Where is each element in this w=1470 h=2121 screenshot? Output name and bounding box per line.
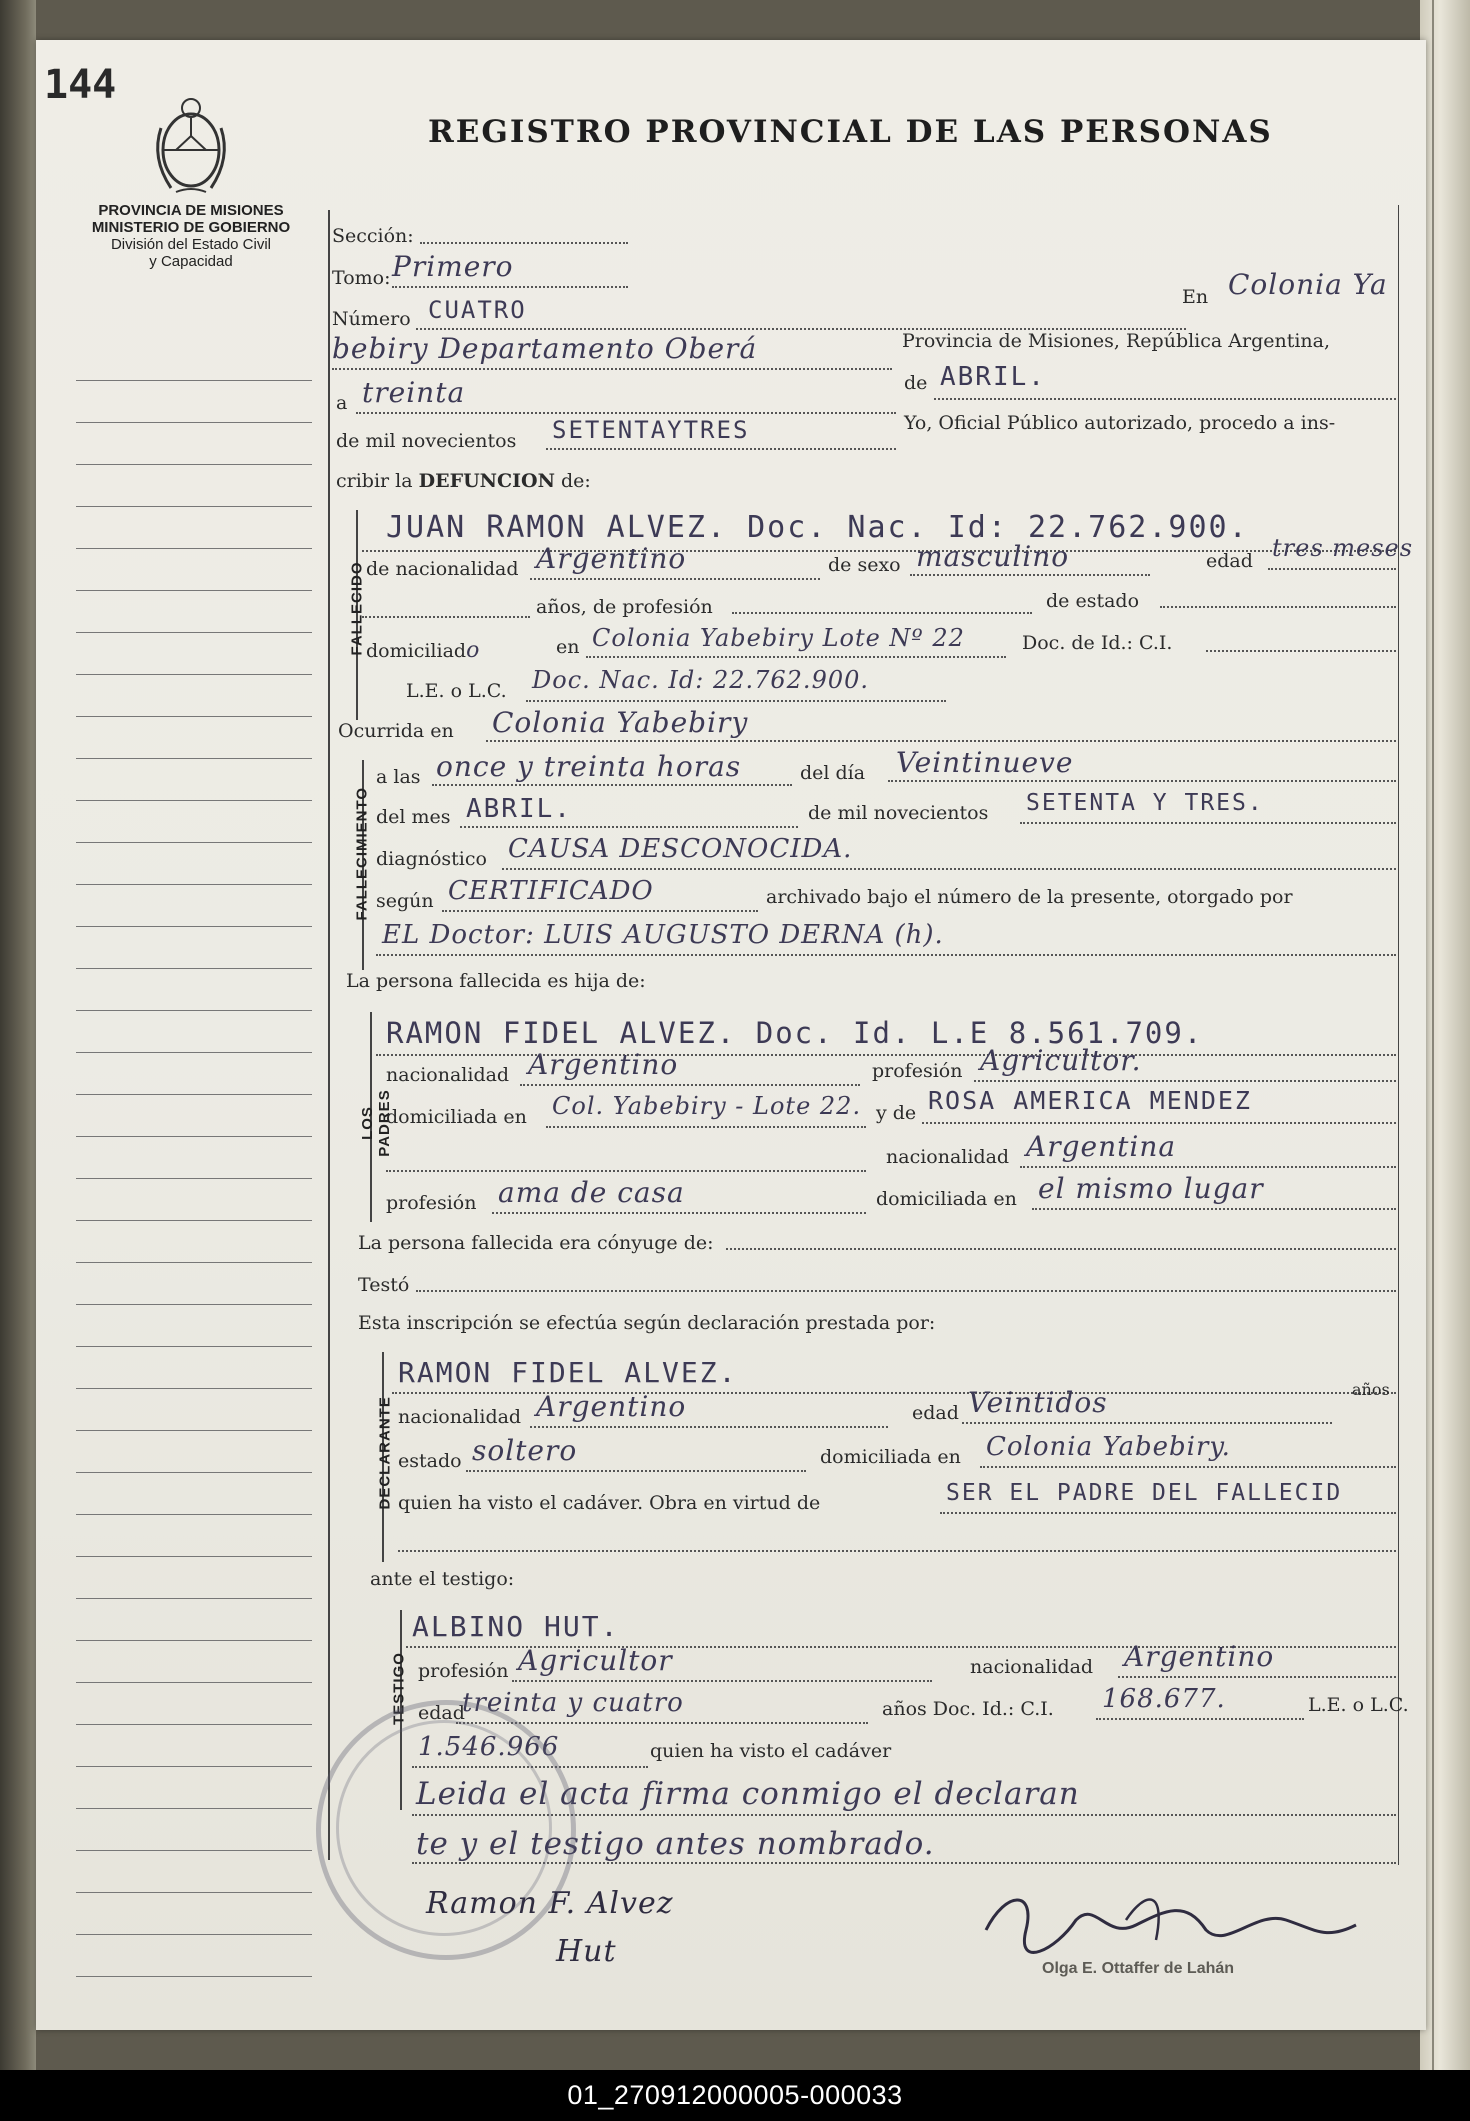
numero-label: Número xyxy=(332,308,411,330)
ocurrida-label: Ocurrida en xyxy=(338,720,454,742)
lugar-line xyxy=(332,368,892,370)
margin-rule xyxy=(76,1934,312,1935)
fallecimiento-hora-value: once y treinta horas xyxy=(436,750,742,783)
declarante-dom-label: domiciliada en xyxy=(820,1446,961,1468)
margin-rule xyxy=(76,1304,312,1305)
fallecimiento-diag-line xyxy=(502,868,1396,870)
header-issuer xyxy=(66,202,316,270)
padres-dom-label: domiciliada en xyxy=(386,1106,527,1128)
margin-rule xyxy=(76,1892,312,1893)
margin-rule xyxy=(76,1640,312,1641)
declarante-virtud-value: SER EL PADRE DEL FALLECID xyxy=(946,1480,1343,1506)
form-right-border xyxy=(1398,205,1399,1865)
testigo-quien-label: quien ha visto el cadáver xyxy=(650,1740,892,1762)
fallecimiento-segun-label: según xyxy=(376,890,434,912)
testigo-prof-label: profesión xyxy=(418,1660,509,1682)
padres-madre-line xyxy=(922,1122,1396,1124)
provincia-label: Provincia de Misiones, República Argentina, xyxy=(902,330,1331,352)
header-province: PROVINCIA DE MISIONES xyxy=(98,202,284,219)
margin-rule xyxy=(76,758,312,759)
en-value: Colonia Ya xyxy=(1228,268,1388,301)
padres-yde-label: y de xyxy=(876,1102,917,1124)
declarante-estado-value: soltero xyxy=(472,1434,578,1467)
demil-label: de mil novecientos xyxy=(336,430,517,452)
testigo-edad-value: treinta y cuatro xyxy=(462,1688,684,1718)
padres-prof2-label: profesión xyxy=(386,1192,477,1214)
document-title: REGISTRO PROVINCIAL DE LAS PERSONAS xyxy=(428,114,1273,150)
fallecimiento-hora-line xyxy=(432,784,792,786)
testigo-prof-value: Agricultor xyxy=(518,1644,673,1677)
testigo-prof-line xyxy=(512,1680,932,1682)
margin-rule xyxy=(76,1976,312,1977)
margin-rule xyxy=(76,464,312,465)
testigo-ci-line xyxy=(1096,1718,1304,1720)
padres-dom2-value: el mismo lugar xyxy=(1038,1172,1264,1205)
padres-section-label: LOS PADRES xyxy=(359,1089,393,1157)
margin-rule xyxy=(76,1556,312,1557)
fallecimiento-dia-value: Veintinueve xyxy=(896,746,1074,779)
margin-rule xyxy=(76,1766,312,1767)
declarante-estado-line xyxy=(466,1470,806,1472)
margin-rule xyxy=(76,1682,312,1683)
book-page-edges xyxy=(1420,0,1470,2070)
fallecimiento-diag-label: diagnóstico xyxy=(376,848,487,870)
inscribir-text: cribir la xyxy=(336,470,413,492)
padres-nac2-label: nacionalidad xyxy=(886,1146,1010,1168)
conyuge-line xyxy=(726,1248,1396,1250)
margin-rule xyxy=(76,716,312,717)
header-capacity: y Capacidad xyxy=(149,253,233,270)
testigo-le-value: 1.546.966 xyxy=(418,1732,560,1762)
declarante-virtud-line xyxy=(940,1512,1396,1514)
margin-rule xyxy=(76,590,312,591)
firma-declarante: Ramon F. Alvez xyxy=(426,1886,674,1921)
header-ministry: MINISTERIO DE GOBIERNO xyxy=(91,219,291,236)
declarante-nombre: RAMON FIDEL ALVEZ. xyxy=(398,1356,738,1389)
fallecimiento-alas-label: a las xyxy=(376,766,421,788)
seccion-line xyxy=(420,242,628,244)
padres-nac2-line xyxy=(1020,1166,1396,1168)
margin-rule xyxy=(76,800,312,801)
fallecimiento-mes-value: ABRIL. xyxy=(466,794,572,824)
margin-rule xyxy=(76,1388,312,1389)
fallecimiento-demil-label: de mil novecientos xyxy=(808,802,989,824)
margin-rule xyxy=(76,1262,312,1263)
register-page xyxy=(36,40,1426,2030)
padres-nac2-value: Argentina xyxy=(1026,1130,1177,1163)
oficial-nombre-stamp: Olga E. Ottaffer de Lahán xyxy=(1042,1960,1235,1977)
dia-value: treinta xyxy=(362,376,466,409)
padres-padre: RAMON FIDEL ALVEZ. Doc. Id. L.E 8.561.709. xyxy=(386,1016,1204,1050)
padres-madre-line2 xyxy=(386,1170,866,1172)
padres-nac-value: Argentino xyxy=(528,1048,679,1081)
mes-value: ABRIL. xyxy=(940,362,1046,392)
fallecimiento-section-label: FALLECIMIENTO xyxy=(353,786,371,921)
declarante-quien-label: quien ha visto el cadáver. Obra en virtud de xyxy=(398,1492,821,1514)
dia-line xyxy=(356,412,896,414)
margin-rule xyxy=(76,884,312,885)
testigo-section-label: TESTIGO xyxy=(390,1652,408,1725)
domiciliado-text: domiciliad xyxy=(366,640,467,662)
margin-rule xyxy=(76,1052,312,1053)
margin-rule xyxy=(76,1178,312,1179)
fallecido-le-value: Doc. Nac. Id: 22.762.900. xyxy=(532,666,869,694)
coat-of-arms-icon xyxy=(146,88,236,198)
firma-testigo: Hut xyxy=(556,1934,617,1969)
padres-dom2-label: domiciliada en xyxy=(876,1188,1017,1210)
fallecido-edad-line xyxy=(1268,568,1396,570)
fallecimiento-segun-line xyxy=(442,910,758,912)
defuncion-text: DEFUNCION xyxy=(418,470,555,492)
de-text: de: xyxy=(560,470,591,492)
de-label: de xyxy=(904,372,928,394)
testo-line xyxy=(416,1290,1396,1292)
padres-nac-line xyxy=(520,1084,860,1086)
fallecido-le-line xyxy=(526,700,946,702)
margin-rule xyxy=(76,1094,312,1095)
padres-prof2-line xyxy=(492,1212,866,1214)
fallecido-nombre: JUAN RAMON ALVEZ. Doc. Nac. Id: 22.762.900. xyxy=(386,510,1249,545)
padres-prof-label: profesión xyxy=(872,1060,963,1082)
margin-rule xyxy=(76,1010,312,1011)
testigo-nac-value: Argentino xyxy=(1124,1640,1275,1673)
declarante-nac-label: nacionalidad xyxy=(398,1406,522,1428)
margin-rule xyxy=(76,1346,312,1347)
padres-madre: ROSA AMERICA MENDEZ xyxy=(928,1086,1252,1115)
margin-rule xyxy=(76,842,312,843)
fallecido-ci-line xyxy=(1206,650,1396,652)
tomo-label: Tomo: xyxy=(332,267,391,289)
fallecido-sexo-label: de sexo xyxy=(828,554,901,576)
margin-rule xyxy=(76,548,312,549)
fallecido-domicilio-line xyxy=(586,656,1006,658)
fallecimiento-anio-line xyxy=(1020,822,1396,824)
declarante-dom-line xyxy=(980,1466,1396,1468)
padres-dom2-line xyxy=(1032,1208,1396,1210)
anio-value: SETENTAYTRES xyxy=(552,416,750,444)
a-label: a xyxy=(336,392,348,414)
mes-line xyxy=(934,398,1396,400)
domiciliado-suffix: o xyxy=(466,638,481,663)
fallecimiento-archivado-label: archivado bajo el número de la presente, otorgado por xyxy=(766,886,1293,908)
margin-rule xyxy=(76,1598,312,1599)
conyuge-label: La persona fallecida era cónyuge de: xyxy=(358,1232,714,1254)
fallecimiento-delmes-label: del mes xyxy=(376,806,451,828)
inscripcion-label: Esta inscripción se efectúa según declaración prestada por: xyxy=(358,1312,936,1334)
fallecido-edad-label: edad xyxy=(1206,550,1253,572)
margin-rule xyxy=(76,1472,312,1473)
inscribir-label xyxy=(336,470,591,492)
margin-rule xyxy=(76,1808,312,1809)
oficial-label: Yo, Oficial Público autorizado, procedo a ins- xyxy=(904,412,1336,434)
nota-line-2: te y el testigo antes nombrado. xyxy=(416,1826,935,1862)
testo-label: Testó xyxy=(358,1274,410,1296)
margin-rule xyxy=(76,1136,312,1137)
padres-prof-value: Agricultor. xyxy=(980,1044,1142,1077)
fallecido-domicilio-value: Colonia Yabebiry Lote Nº 22 xyxy=(592,624,965,652)
fallecimiento-dia-line xyxy=(888,780,1396,782)
hija-label: La persona fallecida es hija de: xyxy=(346,970,646,992)
anio-line xyxy=(546,448,896,450)
tomo-value: Primero xyxy=(392,250,514,283)
tomo-line xyxy=(392,286,628,288)
fallecido-estado-line xyxy=(1160,606,1396,608)
padres-nac-label: nacionalidad xyxy=(386,1064,510,1086)
ocurrida-value: Colonia Yabebiry xyxy=(492,706,749,739)
declarante-section-label: DECLARANTE xyxy=(376,1396,394,1510)
form-left-border xyxy=(328,210,330,1860)
margin-rule xyxy=(76,674,312,675)
declarante-dom-value: Colonia Yabebiry. xyxy=(986,1432,1231,1462)
fallecido-nac-line xyxy=(530,578,820,580)
ocurrida-line xyxy=(486,740,1396,742)
fallecido-nac-label: de nacionalidad xyxy=(366,558,519,580)
fallecido-anios-line xyxy=(362,616,530,618)
fallecido-sexo-line xyxy=(910,574,1150,576)
declarante-edad-value: Veintidos xyxy=(968,1386,1108,1419)
declarante-extra-line xyxy=(398,1550,1396,1552)
padres-prof-line xyxy=(974,1080,1396,1082)
fallecimiento-mes-line xyxy=(460,826,798,828)
margin-rule xyxy=(76,1430,312,1431)
fallecido-nac-value: Argentino xyxy=(536,542,687,575)
fallecimiento-doctor-line xyxy=(376,954,1396,956)
fallecido-en-label: en xyxy=(556,636,580,658)
fallecimiento-diag-value: CAUSA DESCONOCIDA. xyxy=(508,834,853,864)
book-binding xyxy=(0,0,36,2070)
margin-rule xyxy=(76,968,312,969)
book-page-edge-line xyxy=(1432,0,1434,2070)
fallecido-profesion-line xyxy=(732,612,1032,614)
fallecido-section-label: FALLECIDO xyxy=(348,561,366,656)
margin-rule xyxy=(76,1850,312,1851)
testigo-intro-label: ante el testigo: xyxy=(370,1568,515,1590)
testigo-anios-label: años Doc. Id.: C.I. xyxy=(882,1698,1054,1720)
fallecido-edad-value: tres meses xyxy=(1272,534,1414,562)
fallecimiento-segun-value: CERTIFICADO xyxy=(448,876,654,906)
margin-rule xyxy=(76,380,312,381)
en-label: En xyxy=(1182,286,1209,308)
fallecimiento-anio-value: SETENTA Y TRES. xyxy=(1026,790,1264,816)
margin-rule xyxy=(76,632,312,633)
fallecimiento-doctor-value: EL Doctor: LUIS AUGUSTO DERNA (h). xyxy=(382,920,944,950)
header-division: División del Estado Civil xyxy=(110,236,272,253)
margin-rule xyxy=(76,926,312,927)
declarante-nac-line xyxy=(530,1426,888,1428)
testigo-edad-label: edad xyxy=(418,1702,465,1724)
padres-dom-line xyxy=(546,1126,866,1128)
scan-footer-id: 01_270912000005-000033 xyxy=(0,2070,1470,2121)
margin-rule xyxy=(76,422,312,423)
nota-line-1: Leida el acta firma conmigo el declaran xyxy=(416,1776,1080,1812)
fallecido-sexo-value: masculino xyxy=(916,540,1070,573)
declarante-estado-label: estado xyxy=(398,1450,462,1472)
margin-rule xyxy=(76,506,312,507)
padres-prof2-value: ama de casa xyxy=(498,1176,685,1209)
seccion-label: Sección: xyxy=(332,225,414,247)
numero-value: CUATRO xyxy=(428,296,527,324)
margin-rule xyxy=(76,1220,312,1221)
declarante-anios-label: años xyxy=(1352,1380,1390,1399)
padres-dom-value: Col. Yabebiry - Lote 22. xyxy=(552,1092,862,1120)
lugar-value: bebiry Departamento Oberá xyxy=(332,332,758,365)
testigo-nac-label: nacionalidad xyxy=(970,1656,1094,1678)
margin-rule xyxy=(76,1514,312,1515)
testigo-nac-line xyxy=(1118,1676,1396,1678)
declarante-edad-line xyxy=(962,1422,1332,1424)
page-number: 144 xyxy=(44,62,117,108)
fallecido-docid-label: Doc. de Id.: C.I. xyxy=(1022,632,1173,654)
fallecido-anios-label: años, de profesión xyxy=(536,596,713,618)
testigo-le-label: L.E. o L.C. xyxy=(1308,1694,1409,1716)
testigo-nombre: ALBINO HUT. xyxy=(412,1610,620,1643)
fallecimiento-deldia-label: del día xyxy=(800,762,866,784)
fallecido-le-label: L.E. o L.C. xyxy=(406,680,507,702)
fallecido-domiciliado-label xyxy=(366,638,480,663)
declarante-nac-value: Argentino xyxy=(536,1390,687,1423)
margin-rule xyxy=(76,1724,312,1725)
testigo-ci-value: 168.677. xyxy=(1102,1684,1226,1714)
declarante-edad-label: edad xyxy=(912,1402,959,1424)
fallecido-estado-label: de estado xyxy=(1046,590,1140,612)
